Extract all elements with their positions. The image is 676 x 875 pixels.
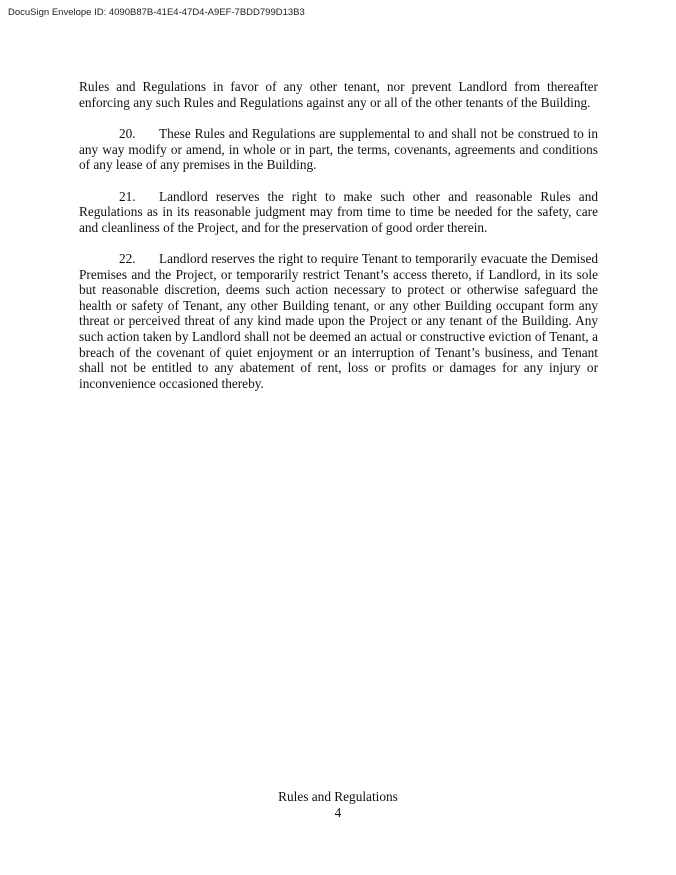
page-footer (0, 789, 676, 821)
paragraph-text: Landlord reserves the right to require Tenant to temporarily evacuate the Demised Premises and the Project, or temporarily restrict Tenant’s access thereto, if Landlord, in its sole but reasonable discretion, deems such action necessary to protect or otherwise safeguard the health or safety of Tenant, any other Building tenant, or any other Building occupant form any threat or perceived threat of any kind made upon the Project or any tenant of the Building. Any such action taken by Landlord shall not be deemed an actual or constructive eviction of Tenant, a breach of the covenant of quiet enjoyment or an interruption of Tenant’s business, and Tenant shall not be entitled to any abatement of rent, loss or profits or damages for any injury or inconvenience occasioned thereby. (79, 250, 598, 391)
paragraph-22 (79, 251, 598, 391)
paragraph-20 (79, 126, 598, 173)
paragraph-text: These Rules and Regulations are supplemental to and shall not be construed to in any way modify or amend, in whole or in part, the terms, covenants, agreements and conditions of any lease of any premises in the Building. (79, 126, 598, 173)
paragraph-number: 20. (119, 126, 136, 142)
paragraph-21 (79, 189, 598, 236)
paragraph-number: 21. (119, 188, 136, 204)
paragraph-text: Landlord reserves the right to make such other and reasonable Rules and Regulations as in its reasonable judgment may from time to time be needed for the safety, care and cleanliness of the Project, and for the preservation of good order therein. (79, 188, 598, 235)
docusign-envelope-id: DocuSign Envelope ID: 4090B87B-41E4-47D4-A9EF-7BDD799D13B3 (8, 7, 305, 18)
document-body (79, 79, 598, 407)
paragraph-continuation (79, 79, 598, 110)
paragraph-text: Rules and Regulations in favor of any other tenant, nor prevent Landlord from thereafter enforcing any such Rules and Regulations against any or all of the other tenants of the Building. (79, 79, 598, 110)
page-number: 4 (334, 805, 342, 820)
footer-title: Rules and Regulations (278, 789, 398, 804)
paragraph-number: 22. (119, 250, 136, 266)
